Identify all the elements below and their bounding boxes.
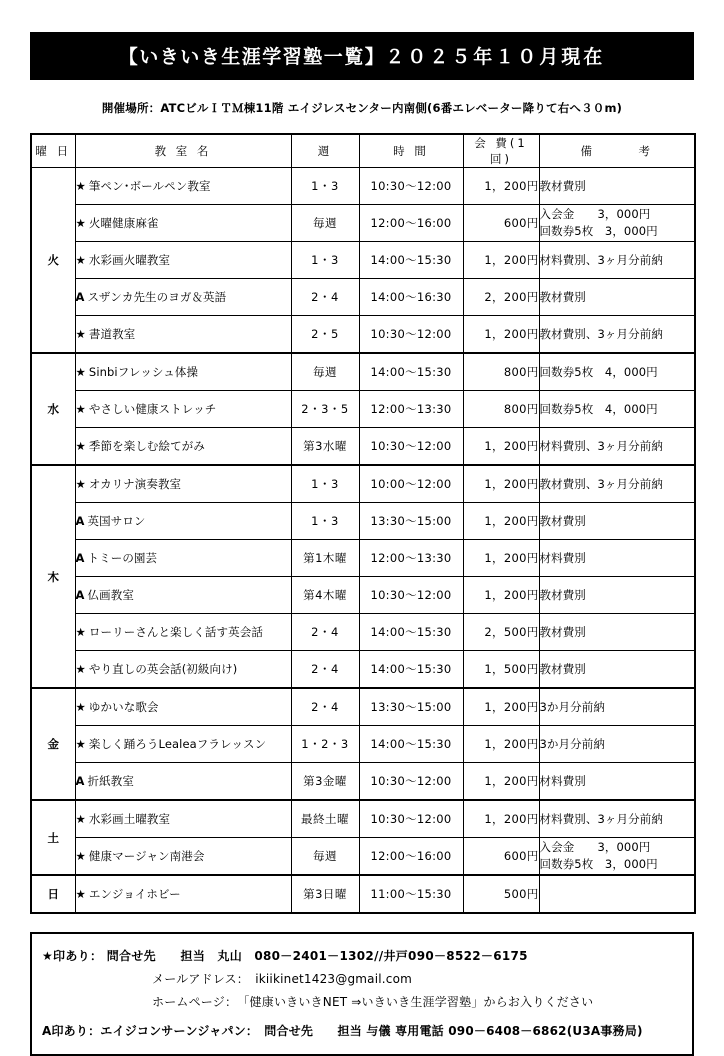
class-mark: ★	[75, 477, 86, 491]
class-name-cell	[75, 651, 291, 689]
class-name-cell	[75, 168, 291, 205]
class-label: オカリナ演奏教室	[88, 477, 182, 491]
class-mark: ★	[75, 700, 86, 714]
note-cell: 教材費別	[539, 651, 695, 689]
fee-cell: 1，200円	[463, 503, 539, 540]
col-header-class: 教 室 名	[75, 134, 291, 168]
footer-line-star-contact: ★印あり： 問合せ先 担当 丸山 080－2401－1302//井戸090－8522－6175	[42, 949, 528, 963]
class-label: ゆかいな歌会	[88, 700, 159, 714]
table-row	[31, 763, 695, 801]
note-cell	[539, 205, 695, 242]
table-row	[31, 540, 695, 577]
fee-cell: 1，200円	[463, 428, 539, 466]
note-cell: 教材費別	[539, 614, 695, 651]
week-cell: 第4木曜	[291, 577, 359, 614]
class-label: 書道教室	[88, 327, 136, 341]
class-name-cell	[75, 503, 291, 540]
class-label: 英国サロン	[87, 514, 146, 528]
class-name-cell	[75, 465, 291, 503]
table-row	[31, 838, 695, 876]
day-cell: 木	[31, 465, 75, 688]
week-cell: 第3日曜	[291, 875, 359, 913]
class-mark: A	[75, 774, 85, 788]
class-mark: ★	[75, 179, 86, 193]
week-cell: 1・3	[291, 503, 359, 540]
class-label: 楽しく踊ろうLealeaフラレッスン	[88, 737, 267, 751]
class-mark: ★	[75, 662, 86, 676]
class-label: ローリーさんと楽しく話す英会話	[88, 625, 263, 639]
class-label: スザンカ先生のヨガ＆英語	[87, 290, 227, 304]
week-cell: 2・4	[291, 688, 359, 726]
col-header-note: 備 考	[539, 134, 695, 168]
class-label: トミーの園芸	[87, 551, 158, 565]
class-mark: ★	[75, 216, 86, 230]
class-mark: A	[75, 551, 85, 565]
class-name-cell	[75, 242, 291, 279]
note-cell: 教材費別	[539, 503, 695, 540]
week-cell: 毎週	[291, 838, 359, 876]
col-header-day: 曜 日	[31, 134, 75, 168]
class-name-cell	[75, 391, 291, 428]
fee-cell: 1，200円	[463, 540, 539, 577]
note-cell: 教材費別	[539, 168, 695, 205]
day-cell: 火	[31, 168, 75, 354]
time-cell: 14:00～15:30	[359, 353, 463, 391]
class-name-cell	[75, 614, 291, 651]
note-cell: 3か月分前納	[539, 688, 695, 726]
fee-cell: 600円	[463, 838, 539, 876]
note-cell	[539, 875, 695, 913]
class-label: 水彩画土曜教室	[88, 812, 171, 826]
title-date: ２０２５年１０月現在	[385, 46, 606, 68]
class-label: 水彩画火曜教室	[88, 253, 171, 267]
class-name-cell	[75, 577, 291, 614]
class-name-cell	[75, 428, 291, 466]
class-label: 季節を楽しむ絵てがみ	[88, 439, 205, 453]
class-mark: A	[75, 588, 85, 602]
note-cell: 材料費別、3ヶ月分前納	[539, 428, 695, 466]
class-mark: ★	[75, 327, 86, 341]
footer-line-email: メールアドレス： ikiikinet1423@gmail.com	[152, 971, 413, 986]
class-label: やさしい健康ストレッチ	[88, 402, 217, 416]
page-title	[30, 32, 694, 80]
class-label: Sinbiフレッシュ体操	[88, 365, 199, 379]
class-name-cell	[75, 279, 291, 316]
class-label: やり直しの英会話(初級向け)	[88, 662, 238, 676]
note-cell: 材料費別、3ヶ月分前納	[539, 242, 695, 279]
table-row	[31, 279, 695, 316]
table-header-row	[31, 134, 695, 168]
week-cell: 毎週	[291, 205, 359, 242]
time-cell: 13:30～15:00	[359, 688, 463, 726]
fee-cell: 2，500円	[463, 614, 539, 651]
week-cell: 2・5	[291, 316, 359, 354]
fee-cell: 1，200円	[463, 465, 539, 503]
class-mark: ★	[75, 365, 86, 379]
note-cell: 教材費別	[539, 577, 695, 614]
time-cell: 12:00～16:00	[359, 838, 463, 876]
note-cell: 回数券5枚 4，000円	[539, 391, 695, 428]
class-name-cell	[75, 316, 291, 354]
class-mark: ★	[75, 737, 86, 751]
class-mark: ★	[75, 402, 86, 416]
class-name-cell	[75, 875, 291, 913]
table-row	[31, 242, 695, 279]
fee-cell: 1，200円	[463, 688, 539, 726]
day-cell: 金	[31, 688, 75, 800]
table-row	[31, 316, 695, 354]
time-cell: 12:00～16:00	[359, 205, 463, 242]
time-cell: 10:30～12:00	[359, 428, 463, 466]
day-cell: 日	[31, 875, 75, 913]
class-name-cell	[75, 763, 291, 801]
col-header-fee: 会 費(1回)	[463, 134, 539, 168]
note-line-2: 回数券5枚 3，000円	[539, 224, 658, 238]
time-cell: 10:30～12:00	[359, 168, 463, 205]
class-label: 折紙教室	[87, 774, 134, 788]
fee-cell: 800円	[463, 353, 539, 391]
time-cell: 12:00～13:30	[359, 540, 463, 577]
fee-cell: 1，200円	[463, 726, 539, 763]
col-header-time: 時 間	[359, 134, 463, 168]
class-name-cell	[75, 205, 291, 242]
week-cell: 第3金曜	[291, 763, 359, 801]
fee-cell: 600円	[463, 205, 539, 242]
schedule-table	[30, 133, 696, 914]
fee-cell: 1，200円	[463, 577, 539, 614]
week-cell: 2・4	[291, 651, 359, 689]
table-row	[31, 205, 695, 242]
note-line-2: 回数券5枚 3，000円	[539, 857, 658, 871]
table-row	[31, 428, 695, 466]
week-cell: 1・3	[291, 465, 359, 503]
class-label: 筆ペン･ボールペン教室	[88, 179, 211, 193]
fee-cell: 1，200円	[463, 168, 539, 205]
footer-line-homepage: ホームページ： 「健康いきいきNET ⇒いきいき生涯学習塾」からお入りください	[152, 994, 594, 1009]
table-row	[31, 726, 695, 763]
time-cell: 14:00～15:30	[359, 651, 463, 689]
time-cell: 14:00～15:30	[359, 614, 463, 651]
fee-cell: 1，200円	[463, 763, 539, 801]
table-row	[31, 503, 695, 540]
table-row	[31, 651, 695, 689]
table-row	[31, 688, 695, 726]
footer-divider	[32, 1013, 692, 1020]
class-mark: A	[75, 514, 85, 528]
time-cell: 14:00～16:30	[359, 279, 463, 316]
fee-cell: 500円	[463, 875, 539, 913]
week-cell: 1・3	[291, 242, 359, 279]
table-row	[31, 465, 695, 503]
note-cell: 材料費別、3ヶ月分前納	[539, 800, 695, 838]
day-cell: 土	[31, 800, 75, 875]
table-row	[31, 391, 695, 428]
class-mark: A	[75, 290, 85, 304]
week-cell: 2・4	[291, 614, 359, 651]
time-cell: 12:00～13:30	[359, 391, 463, 428]
fee-cell: 800円	[463, 391, 539, 428]
class-mark: ★	[75, 887, 86, 901]
note-cell: 教材費別、3ヶ月分前納	[539, 316, 695, 354]
note-line-1: 入会金 3，000円	[539, 840, 651, 855]
class-mark: ★	[75, 253, 86, 267]
week-cell: 1・3	[291, 168, 359, 205]
class-mark: ★	[75, 812, 86, 826]
week-cell: 毎週	[291, 353, 359, 391]
class-name-cell	[75, 800, 291, 838]
time-cell: 11:00～15:30	[359, 875, 463, 913]
time-cell: 14:00～15:30	[359, 242, 463, 279]
time-cell: 10:30～12:00	[359, 800, 463, 838]
class-name-cell	[75, 540, 291, 577]
week-cell: 2・3・5	[291, 391, 359, 428]
class-label: 火曜健康麻雀	[88, 216, 159, 230]
note-cell: 教材費別	[539, 279, 695, 316]
table-row	[31, 800, 695, 838]
contact-footer	[30, 932, 694, 1056]
table-row	[31, 168, 695, 205]
note-cell: 3か月分前納	[539, 726, 695, 763]
time-cell: 10:00～12:00	[359, 465, 463, 503]
class-name-cell	[75, 353, 291, 391]
class-mark: ★	[75, 439, 86, 453]
fee-cell: 1，200円	[463, 800, 539, 838]
week-cell: 2・4	[291, 279, 359, 316]
table-body	[31, 168, 695, 914]
fee-cell: 1，200円	[463, 242, 539, 279]
table-row	[31, 614, 695, 651]
document-page	[0, 32, 724, 1056]
note-cell	[539, 838, 695, 876]
week-cell: 1・2・3	[291, 726, 359, 763]
note-line-1: 入会金 3，000円	[539, 207, 651, 222]
title-main: 【いきいき生涯学習塾一覧】	[118, 46, 386, 68]
fee-cell: 1，200円	[463, 316, 539, 354]
table-row	[31, 875, 695, 913]
class-mark: ★	[75, 849, 86, 863]
class-label: エンジョイホビー	[88, 887, 181, 901]
class-label: 仏画教室	[87, 588, 134, 602]
footer-line-a-contact: A印あり：エイジコンサーンジャパン： 問合せ先 担当 与儀 専用電話 090－6408－6862(U3A事務局)	[42, 1024, 643, 1039]
week-cell: 最終土曜	[291, 800, 359, 838]
note-cell: 材料費別	[539, 763, 695, 801]
fee-cell: 2，200円	[463, 279, 539, 316]
venue-line: 開催場所：ATCビルＩＴＭ棟11階 エイジレスセンター内南側(6番エレベーター降りて右へ３０m)	[101, 101, 623, 115]
col-header-week: 週	[291, 134, 359, 168]
class-name-cell	[75, 688, 291, 726]
day-cell: 水	[31, 353, 75, 465]
time-cell: 10:30～12:00	[359, 316, 463, 354]
week-cell: 第3水曜	[291, 428, 359, 466]
fee-cell: 1，500円	[463, 651, 539, 689]
time-cell: 13:30～15:00	[359, 503, 463, 540]
time-cell: 10:30～12:00	[359, 577, 463, 614]
note-cell: 材料費別	[539, 540, 695, 577]
table-header	[31, 134, 695, 168]
week-cell: 第1木曜	[291, 540, 359, 577]
table-row	[31, 577, 695, 614]
class-mark: ★	[75, 625, 86, 639]
table-row	[31, 353, 695, 391]
class-name-cell	[75, 838, 291, 876]
time-cell: 10:30～12:00	[359, 763, 463, 801]
time-cell: 14:00～15:30	[359, 726, 463, 763]
note-cell: 回数券5枚 4，000円	[539, 353, 695, 391]
class-name-cell	[75, 726, 291, 763]
note-cell: 教材費別、3ヶ月分前納	[539, 465, 695, 503]
class-label: 健康マージャン南港会	[88, 849, 205, 863]
